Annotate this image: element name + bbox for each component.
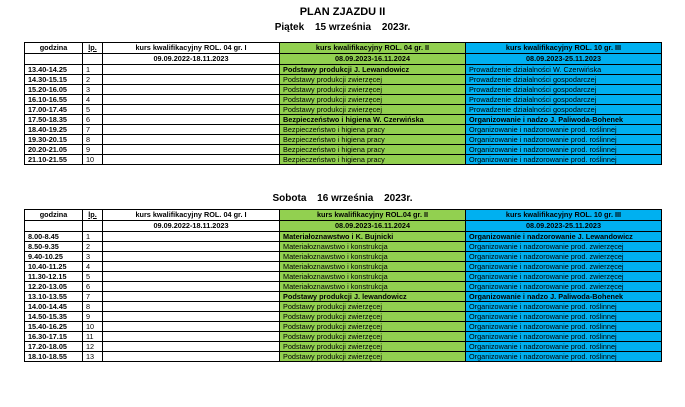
rol10-gr3-cell: Organizowanie i nadzorowanie prod. zwierzęcej (466, 252, 662, 262)
rol10-gr3-cell: Organizowanie i nadzorowanie prod. roślinnej (466, 145, 662, 155)
lp-cell: 6 (83, 115, 103, 125)
time-cell: 15.40-16.25 (25, 322, 83, 332)
rol04-gr1-cell (103, 85, 280, 95)
lp-cell: 12 (83, 342, 103, 352)
time-cell: 15.20-16.05 (25, 85, 83, 95)
day-heading-saturday (0, 193, 685, 204)
header-rol10-gr3-dates: 08.09.2023-25.11.2023 (466, 54, 662, 65)
time-cell: 10.40-11.25 (25, 262, 83, 272)
table-row (25, 282, 662, 292)
day-date: 16 września (317, 193, 374, 204)
rol04-gr1-cell (103, 75, 280, 85)
rol10-gr3-cell: Organizowanie i nadzorowanie prod. roślinnej (466, 352, 662, 362)
rol04-gr2-cell: Materiałoznawstwo i konstrukcja (280, 282, 466, 292)
schedule-table-saturday (24, 209, 662, 362)
table-row (25, 322, 662, 332)
lp-cell: 6 (83, 282, 103, 292)
rol04-gr1-cell (103, 282, 280, 292)
table-row (25, 352, 662, 362)
time-cell: 18.40-19.25 (25, 125, 83, 135)
day-name: Sobota (272, 193, 307, 204)
time-cell: 18.10-18.55 (25, 352, 83, 362)
table-row (25, 232, 662, 242)
lp-cell: 9 (83, 145, 103, 155)
header-lp: lp. (83, 210, 103, 221)
time-cell: 20.20-21.05 (25, 145, 83, 155)
rol04-gr1-cell (103, 332, 280, 342)
rol10-gr3-cell: Organizowanie i nadzorowanie J. Lewandowicz (466, 232, 662, 242)
table-row (25, 302, 662, 312)
time-cell: 21.10-21.55 (25, 155, 83, 165)
rol04-gr2-cell: Podstawy produkcji zwierzęcej (280, 75, 466, 85)
rol04-gr2-cell: Podstawy produkcji zwierzęcej (280, 85, 466, 95)
page-title: PLAN ZJAZDU II (299, 6, 386, 18)
table-row (25, 85, 662, 95)
rol10-gr3-cell: Organizowanie i nadzorowanie prod. zwierzęcej (466, 242, 662, 252)
rol04-gr1-cell (103, 242, 280, 252)
lp-cell: 3 (83, 85, 103, 95)
time-cell: 17.20-18.05 (25, 342, 83, 352)
header-rol04-gr2: kurs kwalifikacyjny ROL.04 gr. II (280, 210, 466, 221)
rol04-gr2-cell: Podstawy produkcji zwierzęcej (280, 302, 466, 312)
rol10-gr3-cell: Prowadzenie działalności gospodarczej (466, 95, 662, 105)
rol04-gr2-cell: Bezpieczeństwo i higiena W. Czerwińska (280, 115, 466, 125)
time-cell: 14.30-15.15 (25, 75, 83, 85)
table-row (25, 292, 662, 302)
time-cell: 16.10-16.55 (25, 95, 83, 105)
day-heading-friday (0, 22, 685, 33)
rol04-gr1-cell (103, 262, 280, 272)
header-godzina: godzina (25, 210, 83, 221)
rol04-gr2-cell: Bezpieczeństwo i higiena pracy (280, 155, 466, 165)
rol04-gr2-cell: Podstawy produkcji zwierzęcej (280, 352, 466, 362)
rol10-gr3-cell: Organizowanie i nadzorowanie prod. zwierzęcej (466, 272, 662, 282)
lp-cell: 9 (83, 312, 103, 322)
header-rol04-gr2: kurs kwalifikacyjny ROL. 04 gr. II (280, 43, 466, 54)
rol10-gr3-cell: Organizowanie i nadzorowanie prod. zwierzęcej (466, 262, 662, 272)
header-rol04-gr1: kurs kwalifikacyjny ROL. 04 gr. I (103, 210, 280, 221)
rol04-gr2-cell: Podstawy produkcji zwierzęcej (280, 312, 466, 322)
table-row (25, 65, 662, 75)
rol10-gr3-cell: Organizowanie i nadzorowanie prod. roślinnej (466, 332, 662, 342)
table-header-row-dates (25, 221, 662, 232)
header-rol10-gr3: kurs kwalifikacyjny ROL. 10 gr. III (466, 43, 662, 54)
rol04-gr1-cell (103, 302, 280, 312)
header-rol04-gr2-dates: 08.09.2023-16.11.2024 (280, 54, 466, 65)
schedule-table-friday (24, 42, 662, 165)
table-row (25, 342, 662, 352)
time-cell: 11.30-12.15 (25, 272, 83, 282)
table-row (25, 155, 662, 165)
rol04-gr2-cell: Podstawy produkcji J. lewandowicz (280, 292, 466, 302)
rol04-gr2-cell: Materiałoznawstwo i konstrukcja (280, 242, 466, 252)
rol10-gr3-cell: Prowadzenie działalności W. Czerwińska (466, 65, 662, 75)
table-row (25, 135, 662, 145)
lp-cell: 8 (83, 135, 103, 145)
lp-cell: 11 (83, 332, 103, 342)
rol04-gr2-cell: Bezpieczeństwo i higiena pracy (280, 125, 466, 135)
rol04-gr1-cell (103, 115, 280, 125)
rol04-gr2-cell: Podstawy produkcji zwierzęcej (280, 95, 466, 105)
rol04-gr2-cell: Podstawy produkcji J. Lewandowicz (280, 65, 466, 75)
time-cell: 14.00-14.45 (25, 302, 83, 312)
time-cell: 19.30-20.15 (25, 135, 83, 145)
rol04-gr1-cell (103, 232, 280, 242)
rol10-gr3-cell: Organizowanie i nadzorowanie prod. roślinnej (466, 312, 662, 322)
rol04-gr1-cell (103, 272, 280, 282)
table-row (25, 75, 662, 85)
rol04-gr1-cell (103, 95, 280, 105)
lp-cell: 2 (83, 75, 103, 85)
table-row (25, 272, 662, 282)
rol04-gr1-cell (103, 342, 280, 352)
lp-cell: 10 (83, 322, 103, 332)
rol10-gr3-cell: Prowadzenie działalności gospodarczej (466, 75, 662, 85)
day-year: 2023r. (381, 22, 411, 33)
rol04-gr2-cell: Materiałoznawstwo i konstrukcja (280, 252, 466, 262)
day-date: 15 września (314, 22, 372, 33)
rol10-gr3-cell: Organizowanie i nadzorowanie prod. roślinnej (466, 322, 662, 332)
lp-cell: 3 (83, 252, 103, 262)
rol10-gr3-cell: Organizowanie i nadzorowanie prod. roślinnej (466, 135, 662, 145)
table-header-row-dates (25, 54, 662, 65)
table-row (25, 312, 662, 322)
time-cell: 8.00-8.45 (25, 232, 83, 242)
rol04-gr1-cell (103, 125, 280, 135)
table-row (25, 105, 662, 115)
table-row (25, 115, 662, 125)
rol10-gr3-cell: Organizowanie i nadzo J. Paliwoda-Bohenek (466, 115, 662, 125)
header-lp: lp. (83, 43, 103, 54)
rol04-gr2-cell: Podstawy produkcji zwierzęcej (280, 332, 466, 342)
rol04-gr1-cell (103, 135, 280, 145)
rol10-gr3-cell: Organizowanie i nadzo J. Paliwoda-Bohenek (466, 292, 662, 302)
rol10-gr3-cell: Organizowanie i nadzorowanie prod. roślinnej (466, 302, 662, 312)
time-cell: 12.20-13.05 (25, 282, 83, 292)
rol10-gr3-cell: Prowadzenie działalności gospodarczej (466, 85, 662, 95)
lp-cell: 10 (83, 155, 103, 165)
rol04-gr1-cell (103, 292, 280, 302)
lp-cell: 7 (83, 292, 103, 302)
time-cell: 14.50-15.35 (25, 312, 83, 322)
rol04-gr2-cell: Materiałoznawstwo i K. Bujnicki (280, 232, 466, 242)
rol04-gr1-cell (103, 252, 280, 262)
lp-cell: 13 (83, 352, 103, 362)
lp-cell: 5 (83, 105, 103, 115)
rol04-gr1-cell (103, 312, 280, 322)
time-cell: 17.50-18.35 (25, 115, 83, 125)
time-cell: 16.30-17.15 (25, 332, 83, 342)
rol10-gr3-cell: Organizowanie i nadzorowanie prod. roślinnej (466, 125, 662, 135)
rol04-gr2-cell: Podstawy produkcji zwierzęcej (280, 342, 466, 352)
time-cell: 13.10-13.55 (25, 292, 83, 302)
time-cell: 13.40-14.25 (25, 65, 83, 75)
rol04-gr2-cell: Podstawy produkcji zwierzęcej (280, 322, 466, 332)
header-godzina: godzina (25, 43, 83, 54)
lp-cell: 4 (83, 95, 103, 105)
rol10-gr3-cell: Organizowanie i nadzorowanie prod. roślinnej (466, 342, 662, 352)
table-row (25, 95, 662, 105)
lp-cell: 2 (83, 242, 103, 252)
table-header-row (25, 43, 662, 54)
day-name: Piątek (274, 22, 305, 33)
rol10-gr3-cell: Prowadzenie działalności gospodarczej (466, 105, 662, 115)
lp-cell: 7 (83, 125, 103, 135)
header-rol04-gr2-dates: 08.09.2023-16.11.2024 (280, 221, 466, 232)
header-rol04-gr1-dates: 09.09.2022-18.11.2023 (103, 221, 280, 232)
rol04-gr1-cell (103, 322, 280, 332)
table-row (25, 242, 662, 252)
header-rol10-gr3: kurs kwalifikacyjny ROL. 10 gr. III (466, 210, 662, 221)
header-rol04-gr1-dates: 09.09.2022-18.11.2023 (103, 54, 280, 65)
header-rol04-gr1: kurs kwalifikacyjny ROL. 04 gr. I (103, 43, 280, 54)
lp-cell: 1 (83, 232, 103, 242)
rol04-gr2-cell: Bezpieczeństwo i higiena pracy (280, 135, 466, 145)
rol04-gr1-cell (103, 65, 280, 75)
rol04-gr2-cell: Materiałoznawstwo i konstrukcja (280, 272, 466, 282)
time-cell: 8.50-9.35 (25, 242, 83, 252)
rol10-gr3-cell: Organizowanie i nadzorowanie prod. zwierzęcej (466, 282, 662, 292)
rol04-gr1-cell (103, 352, 280, 362)
lp-cell: 8 (83, 302, 103, 312)
table-row (25, 252, 662, 262)
rol04-gr1-cell (103, 155, 280, 165)
rol04-gr2-cell: Podstawy produkcji zwierzęcej (280, 105, 466, 115)
lp-cell: 5 (83, 272, 103, 282)
rol10-gr3-cell: Organizowanie i nadzorowanie prod. roślinnej (466, 155, 662, 165)
table-row (25, 262, 662, 272)
rol04-gr2-cell: Bezpieczeństwo i higiena pracy (280, 145, 466, 155)
rol04-gr2-cell: Materiałoznawstwo i konstrukcja (280, 262, 466, 272)
rol04-gr1-cell (103, 105, 280, 115)
table-row (25, 125, 662, 135)
table-header-row (25, 210, 662, 221)
lp-cell: 1 (83, 65, 103, 75)
rol04-gr1-cell (103, 145, 280, 155)
lp-cell: 4 (83, 262, 103, 272)
time-cell: 9.40-10.25 (25, 252, 83, 262)
table-row (25, 145, 662, 155)
day-year: 2023r. (384, 193, 413, 204)
time-cell: 17.00-17.45 (25, 105, 83, 115)
table-row (25, 332, 662, 342)
header-rol10-gr3-dates: 08.09.2023-25.11.2023 (466, 221, 662, 232)
